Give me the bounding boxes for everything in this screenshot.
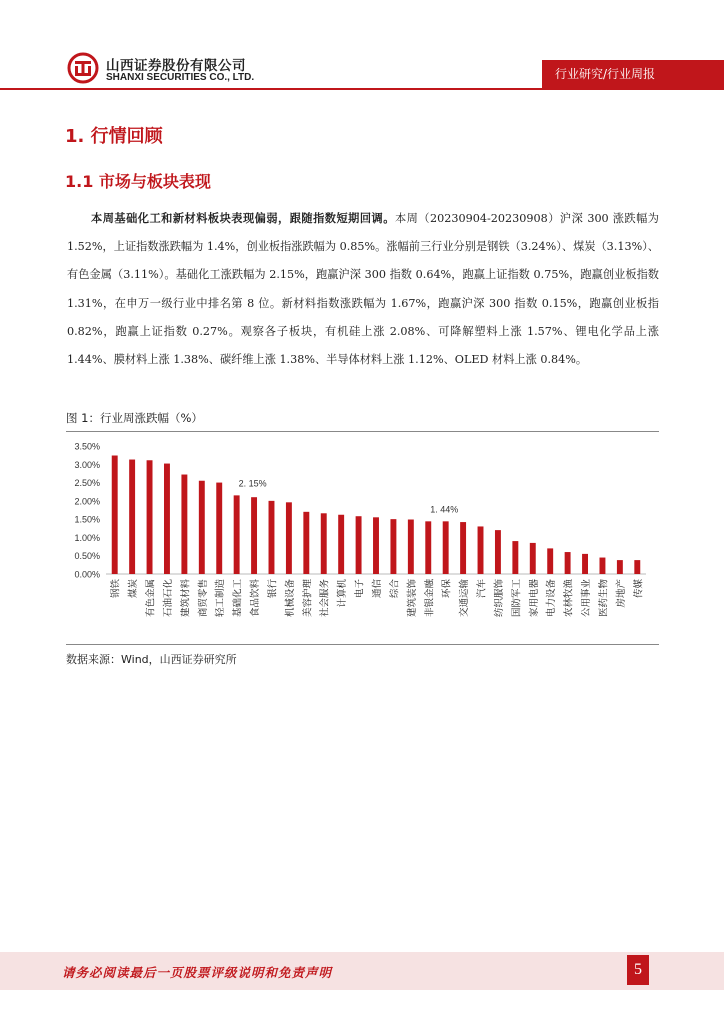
- bar: [547, 548, 553, 574]
- bar: [234, 495, 240, 574]
- bar: [565, 552, 571, 574]
- bar: [425, 521, 431, 574]
- bar: [460, 522, 466, 574]
- header-divider: [0, 88, 724, 90]
- bar: [634, 560, 640, 574]
- figure-source: 数据来源：Wind，山西证券研究所: [66, 653, 237, 666]
- x-tick-label: 石油石化: [162, 579, 174, 618]
- x-tick-label: 通信: [372, 579, 383, 599]
- x-tick-label: 基础化工: [232, 579, 244, 618]
- figure-bottom-rule: [66, 644, 659, 645]
- bar: [617, 560, 623, 574]
- x-tick-label: 纺织服饰: [493, 579, 505, 618]
- bar: [373, 517, 379, 574]
- x-tick-label: 医药生物: [598, 579, 610, 618]
- bar: [530, 543, 536, 574]
- x-tick-label: 电子: [354, 579, 366, 599]
- x-tick-label: 农林牧渔: [563, 579, 575, 618]
- x-tick-label: 环保: [441, 579, 453, 599]
- bar: [478, 526, 484, 574]
- bar: [181, 475, 187, 574]
- bar: [147, 460, 153, 574]
- y-tick-label: 2.00%: [74, 496, 100, 507]
- y-tick-label: 1.00%: [74, 532, 100, 543]
- data-label: 2. 15%: [238, 478, 267, 489]
- bar: [599, 558, 605, 574]
- x-tick-label: 传媒: [633, 579, 645, 599]
- company-name-en: SHANXI SECURITIES CO., LTD.: [106, 72, 255, 83]
- figure-top-rule: [66, 431, 659, 432]
- x-tick-label: 机械设备: [284, 579, 296, 618]
- body-paragraph: [67, 205, 659, 374]
- company-name-cn: 山西证券股份有限公司: [106, 58, 246, 74]
- x-tick-label: 汽车: [476, 579, 488, 599]
- y-tick-label: 3.00%: [74, 459, 100, 470]
- x-tick-label: 轻工制造: [215, 579, 227, 618]
- industry-weekly-change-chart: [66, 436, 659, 642]
- x-tick-label: 美容护理: [302, 579, 314, 618]
- x-tick-label: 家用电器: [528, 579, 540, 618]
- x-tick-label: 建筑装饰: [406, 579, 418, 618]
- bar: [112, 456, 118, 574]
- x-tick-label: 食品饮料: [250, 579, 262, 618]
- page-header: [0, 0, 724, 96]
- bar: [216, 483, 222, 574]
- x-tick-label: 商贸零售: [197, 579, 209, 618]
- section-heading: 1. 行情回顾: [65, 126, 163, 147]
- x-tick-label: 电力设备: [546, 579, 558, 618]
- y-tick-label: 0.00%: [74, 569, 100, 580]
- bar: [303, 512, 309, 574]
- x-tick-label: 钢铁: [110, 579, 122, 599]
- bar: [443, 521, 449, 574]
- bar: [338, 515, 344, 574]
- bar: [251, 497, 257, 574]
- bar: [495, 530, 501, 574]
- x-tick-label: 国防军工: [511, 579, 523, 618]
- y-tick-label: 1.50%: [74, 514, 100, 525]
- bar: [321, 513, 327, 574]
- y-tick-label: 2.50%: [74, 478, 100, 489]
- bar: [512, 541, 518, 574]
- bar: [199, 481, 205, 574]
- bar: [408, 520, 414, 574]
- bar: [356, 516, 362, 574]
- bar: [129, 460, 135, 574]
- data-label: 1. 44%: [430, 504, 459, 515]
- x-tick-label: 有色金属: [145, 579, 157, 618]
- paragraph-text: 本周（20230904-20230908）沪深 300 涨跌幅为 1.52%，上证指数涨跌幅为 1.4%，创业板指涨跌幅为 0.85%。涨幅前三行业分别是钢铁（3.24%）、煤炭（3.13%）、有色金属（3.11%）。基础化工涨跌幅为 2.15%，跑赢沪深 300 指数 0.64%，跑赢上证指数 0.75%，跑赢创业板指数 1.31%，在申万一级行业中排名第 8 位。新材料指数涨跌幅为 1.67%，跑赢沪深 300 指数 0.15%，跑赢创业板指 0.82%，跑赢上证指数 0.27%。观察各子板块，有机硅上涨 2.08%、可降解塑料上涨 1.57%、锂电化学品上涨 1.44%、膜材料上涨 1.38%、碳纤维上涨 1.38%、半导体材料上涨 1.12%、OLED 材料上涨 0.84%。: [67, 212, 659, 367]
- bar: [390, 519, 396, 574]
- footer-disclaimer: 请务必阅读最后一页股票评级说明和免责声明: [62, 965, 333, 980]
- bar: [164, 464, 170, 574]
- figure-title: 图 1：行业周涨跌幅（%）: [66, 411, 203, 425]
- x-tick-label: 银行: [267, 579, 279, 599]
- y-tick-label: 3.50%: [74, 441, 100, 452]
- lead-sentence: 本周基础化工和新材料板块表现偏弱，跟随指数短期回调。: [91, 212, 395, 225]
- x-tick-label: 公用事业: [581, 579, 593, 618]
- page-number: 5: [627, 955, 649, 985]
- x-tick-label: 交通运输: [459, 579, 471, 618]
- x-tick-label: 房地产: [615, 579, 627, 608]
- x-tick-label: 建筑材料: [180, 579, 192, 618]
- x-tick-label: 计算机: [337, 579, 349, 608]
- x-tick-label: 煤炭: [128, 579, 140, 599]
- bar: [269, 501, 275, 574]
- y-tick-label: 0.50%: [74, 551, 100, 562]
- x-tick-label: 综合: [389, 579, 401, 599]
- bar: [582, 554, 588, 574]
- x-tick-label: 非银金融: [424, 579, 436, 618]
- x-tick-label: 社会服务: [319, 579, 331, 618]
- subsection-heading: 1.1 市场与板块表现: [65, 172, 211, 191]
- report-type-tag: 行业研究/行业周报: [542, 60, 724, 88]
- company-logo-icon: [67, 52, 99, 84]
- bar: [286, 502, 292, 574]
